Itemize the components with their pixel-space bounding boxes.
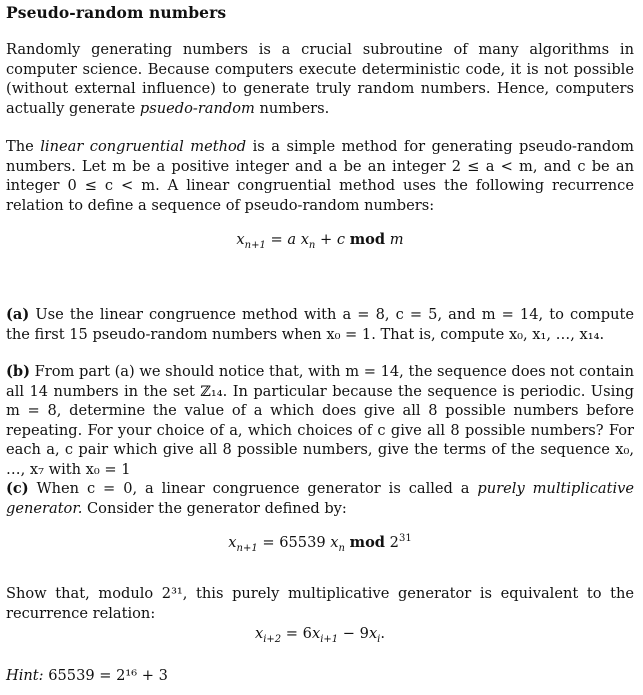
recurrence-equation: $x_{n+1} = a$ $x_n + c$ mod m [236,231,404,251]
hint-text: 65539 = 2¹⁶ + 3 [48,667,168,684]
part-c-emphasis: purely multiplicative generator. [6,480,634,517]
intro-p1-text: Randomly generating numbers is a crucial subroutine of many algorithms in computer science. Because computers execute deterministic code, it is not possible (without external influence) to generate truly random numbers. Hence, computers actually generate [6,41,634,117]
part-c-text-a: When c = 0, a linear congruence generator is called a [36,480,478,497]
intro-paragraph-2 [6,137,634,215]
intro-p2-start: The [6,138,41,155]
intro-paragraph-1 [6,40,634,118]
part-a [6,305,634,344]
part-a-text: Use the linear congruence method with a = 8, c = 5, and m = 14, to compute the first 15 pseudo-random numbers when x₀ = 1. That is, compute x₀, x₁, …, x₁₄. [6,306,635,343]
intro-p1-emphasis: psuedo-random [139,99,255,117]
part-c [6,479,634,518]
intro-p2-body: is a simple method for generating pseudo-random numbers. Let m be a positive integer and a be an integer 2 ≤ a < m, and c be an integer 0 ≤ c < m. A linear congruential method uses the following recurrence relation to define a sequence of pseudo-random numbers: [6,138,634,214]
show-that-paragraph: Show that, modulo 2³¹, this purely multiplicative generator is equivalent to the recurrence relation: [6,585,634,622]
part-c-label: (c) [6,480,29,497]
part-a-label: (a) [6,306,30,323]
intro-p2-emphasis: linear congruential method [40,138,247,155]
part-c-text-b: Consider the generator defined by: [82,499,347,517]
equivalent-recurrence-equation: $x_{i+2} = 6x_{i+1} - 9x_i$. [254,625,386,645]
multiplicative-generator-equation: $x_{n+1} = 65539$ $x_n$ mod $2^{31}$ [228,533,412,554]
part-b [6,362,634,479]
intro-p1-end: numbers. [254,99,330,117]
part-b-text: From part (a) we should notice that, with m = 14, the sequence does not contain all 14 numbers in the set ℤ₁₄. In particular because the sequence is periodic. Using m = 8, determine the value of a which does give all 8 possible numbers before repeating. For your choice of a, which choices of c give all 8 possible numbers? For each a, c pair which give all 8 possible numbers, give the terms of the sequence x₀, …, x₇ with x₀ = 1 [6,363,634,478]
hint-line [6,666,634,686]
hint-label: Hint: [6,667,44,684]
part-b-label: (b) [6,363,31,380]
page-title: Pseudo-random numbers [6,3,227,22]
